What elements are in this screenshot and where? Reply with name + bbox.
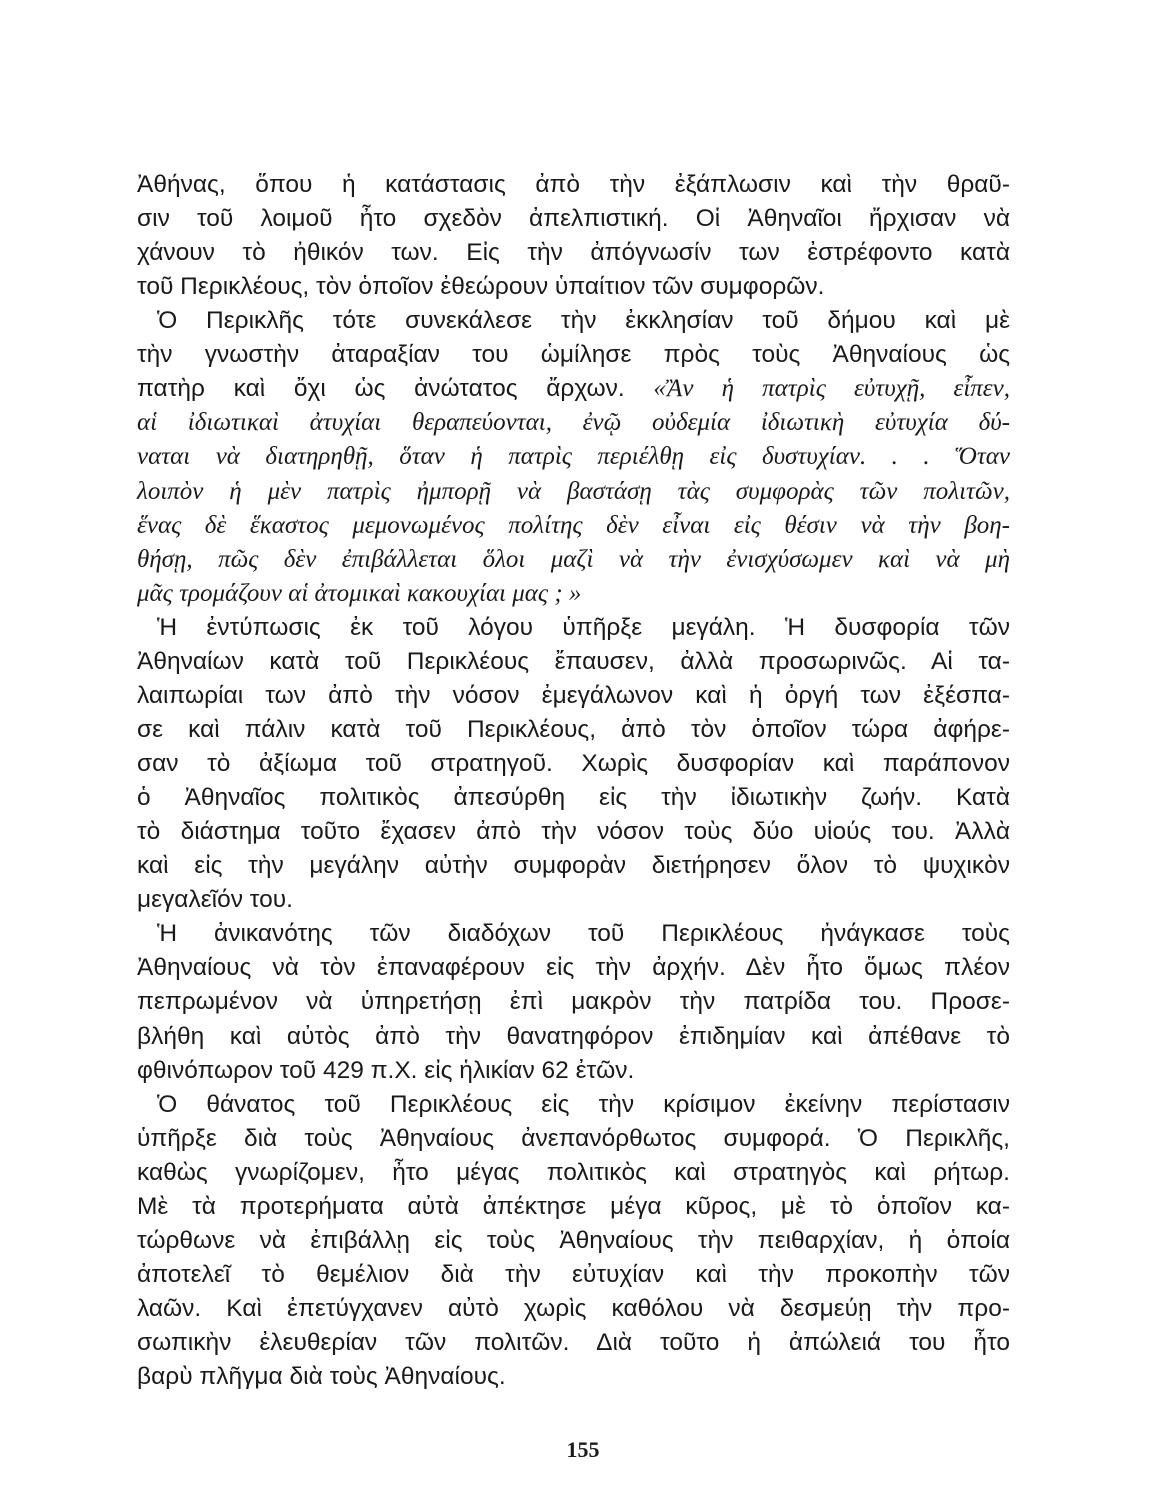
text-line (137, 442, 1010, 472)
text-line (137, 1124, 1010, 1154)
text-run: πεπρωμένον νὰ ὑπηρετήσῃ ἐπὶ μακρὸν τὴν πατρίδα του. Προσε- (137, 988, 1010, 1016)
text-run: Ἀθηναίων κατὰ τοῦ Περικλέους ἔπαυσεν, ἀλλὰ προσωρινῶς. Αἱ τα- (137, 647, 1010, 675)
text-run: σιν τοῦ λοιμοῦ ἦτο σχεδὸν ἀπελπιστική. Οἱ Ἀθηναῖοι ἤρχισαν νὰ (137, 205, 1010, 233)
text-line (137, 272, 1010, 302)
text-line (157, 919, 1010, 949)
text-run: σε καὶ πάλιν κατὰ τοῦ Περικλέους, ἀπὸ τὸν ὁποῖον τώρα ἀφήρε- (137, 715, 1010, 743)
text-line (137, 749, 1010, 779)
text-line (137, 1056, 1010, 1086)
text-run: λαῶν. Καὶ ἐπετύγχανεν αὐτὸ χωρὶς καθόλου νὰ δεσμεύῃ τὴν προ- (137, 1294, 1010, 1322)
text-run: Ἀθήνας, ὅπου ἡ κατάστασις ἀπὸ τὴν ἐξάπλωσιν καὶ τὴν θραῦ- (137, 171, 1010, 198)
text-line (137, 647, 1010, 677)
quoted-speech-italic: ἕνας δὲ ἕκαστος μεμονωμένος πολίτης δὲν εἶναι εἰς θέσιν νὰ τὴν βοη- (137, 511, 1010, 539)
text-run: Ἡ ἐντύπωσις ἐκ τοῦ λόγου ὑπῆρξε μεγάλη. Ἡ δυσφορία τῶν (157, 613, 1010, 641)
text-line (137, 1328, 1010, 1358)
text-run: Ὁ Περικλῆς τότε συνεκάλεσε τὴν ἐκκλησίαν τοῦ δήμου καὶ μὲ (157, 307, 1010, 335)
text-line (137, 885, 1010, 915)
text-line (157, 306, 1010, 336)
text-line (137, 1260, 1010, 1290)
text-run: σαν τὸ ἀξίωμα τοῦ στρατηγοῦ. Χωρὶς δυσφορίαν καὶ παράπονον (137, 750, 1010, 778)
text-line (137, 545, 1010, 575)
page-number: 155 (566, 1437, 600, 1462)
text-run: ὁ Ἀθηναῖος πολιτικὸς ἀπεσύρθη εἰς τὴν ἰδιωτικὴν ζωήν. Κατὰ (137, 784, 1010, 812)
text-line (137, 851, 1010, 881)
text-line (137, 477, 1010, 507)
text-run: φθινόπωρον τοῦ 429 π.Χ. εἰς ἡλικίαν 62 ἐτῶν. (137, 1056, 635, 1084)
text-run: βλήθη καὶ αὐτὸς ἀπὸ τὴν θανατηφόρον ἐπιδημίαν καὶ ἀπέθανε τὸ (137, 1022, 1010, 1050)
text-line (137, 987, 1010, 1017)
text-run: Ἀθηναίους νὰ τὸν ἐπαναφέρουν εἰς τὴν ἀρχήν. Δὲν ἦτο ὅμως πλέον (137, 954, 1010, 982)
quoted-speech-italic: μᾶς τρομάζουν αἱ ἀτομικαὶ κακουχίαι μας ; » (137, 579, 582, 607)
text-line (137, 374, 1010, 404)
text-run: βαρὺ πλῆγμα διὰ τοὺς Ἀθηναίους. (137, 1363, 506, 1391)
text-line (137, 579, 1010, 609)
quoted-speech-italic: «Ἂν ἡ πατρὶς εὐτυχῇ, εἶπεν, (653, 375, 1011, 403)
quoted-speech-italic: αἱ ἰδιωτικαὶ ἀτυχίαι θεραπεύονται, ἐνῷ οὐδεμία ἰδιωτικὴ εὐτυχία δύ- (137, 409, 1010, 437)
text-line (137, 1362, 1010, 1392)
text-run: Ἡ ἀνικανότης τῶν διαδόχων τοῦ Περικλέους ἠνάγκασε τοὺς (157, 920, 1010, 948)
text-line (137, 1022, 1010, 1052)
text-run: πατὴρ καὶ ὄχι ὡς ἀνώτατος ἄρχων. (137, 375, 654, 403)
text-run: χάνουν τὸ ἠθικόν των. Εἰς τὴν ἀπόγνωσίν των ἐστρέφοντο κατὰ (137, 239, 1010, 267)
text-line (137, 817, 1010, 847)
text-line (137, 511, 1010, 541)
text-line (137, 953, 1010, 983)
text-line (157, 1090, 1010, 1120)
text-run: μεγαλεῖόν του. (137, 886, 293, 914)
quoted-speech-italic: θήσῃ, πῶς δὲν ἐπιβάλλεται ὅλοι μαζὶ νὰ τὴν ἐνισχύσωμεν καὶ νὰ μὴ (137, 545, 1010, 573)
text-line (137, 1192, 1010, 1222)
text-line (137, 408, 1010, 438)
text-run: ἀποτελεῖ τὸ θεμέλιον διὰ τὴν εὐτυχίαν καὶ τὴν προκοπὴν τῶν (137, 1260, 1010, 1288)
text-line (137, 1158, 1010, 1188)
text-line (137, 340, 1010, 370)
text-run: λαιπωρίαι των ἀπὸ τὴν νόσον ἐμεγάλωνον καὶ ἡ ὀργή των ἐξέσπα- (137, 681, 1010, 709)
text-line (137, 1226, 1010, 1256)
text-run: τώρθωνε νὰ ἐπιβάλλῃ εἰς τοὺς Ἀθηναίους τὴν πειθαρχίαν, ἡ ὁποία (137, 1226, 1010, 1254)
text-line (137, 238, 1010, 268)
text-line (137, 783, 1010, 813)
text-line (157, 613, 1010, 643)
text-run: καθὼς γνωρίζομεν, ἦτο μέγας πολιτικὸς καὶ στρατηγὸς καὶ ρήτωρ. (137, 1158, 1010, 1186)
text-line (137, 1294, 1010, 1324)
text-run: τὸ διάστημα τοῦτο ἔχασεν ἀπὸ τὴν νόσον τοὺς δύο υἱούς του. Ἀλλὰ (137, 818, 1010, 846)
text-run: Μὲ τὰ προτερήματα αὐτὰ ἀπέκτησε μέγα κῦρος, μὲ τὸ ὁποῖον κα- (137, 1192, 1010, 1220)
quoted-speech-italic: λοιπὸν ἡ μὲν πατρὶς ἠμπορῇ νὰ βαστάσῃ τὰς συμφορὰς τῶν πολιτῶν, (137, 477, 1010, 505)
text-line (137, 681, 1010, 711)
text-run: Ὁ θάνατος τοῦ Περικλέους εἰς τὴν κρίσιμον ἐκείνην περίστασιν (157, 1090, 1010, 1118)
text-line (137, 204, 1010, 234)
text-run: καὶ εἰς τὴν μεγάλην αὐτὴν συμφορὰν διετήρησεν ὅλον τὸ ψυχικὸν (137, 852, 1010, 880)
text-run: τοῦ Περικλέους, τὸν ὁποῖον ἐθεώρουν ὑπαίτιον τῶν συμφορῶν. (137, 273, 825, 301)
text-run: τὴν γνωστὴν ἀταραξίαν του ὡμίλησε πρὸς τοὺς Ἀθηναίους ὡς (137, 341, 1010, 369)
text-line (137, 170, 1010, 200)
text-line (137, 715, 1010, 745)
quoted-speech-italic: ναται νὰ διατηρηθῇ, ὅταν ἡ πατρὶς περιέλθῃ εἰς δυστυχίαν. . . Ὅταν (137, 443, 1010, 471)
text-run: ὑπῆρξε διὰ τοὺς Ἀθηναίους ἀνεπανόρθωτος συμφορά. Ὁ Περικλῆς, (137, 1124, 1010, 1152)
text-run: σωπικὴν ἐλευθερίαν τῶν πολιτῶν. Διὰ τοῦτο ἡ ἀπώλειά του ἦτο (137, 1329, 1010, 1357)
